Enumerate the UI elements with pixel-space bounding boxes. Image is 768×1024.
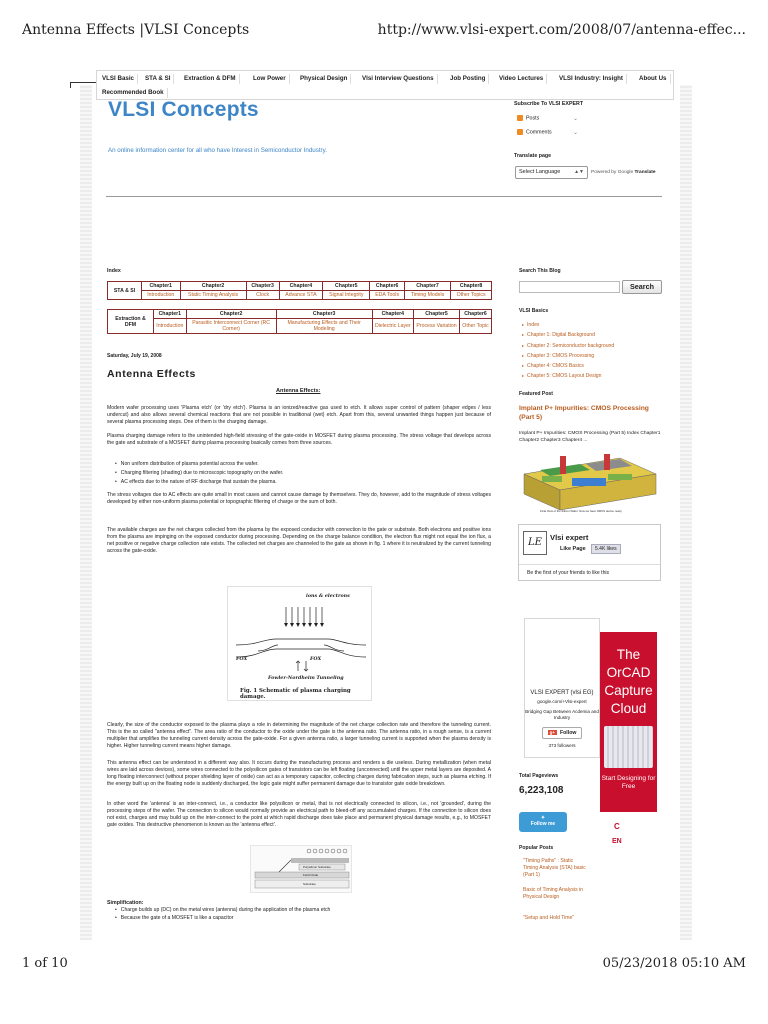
nav-extraction-dfm[interactable]: Extraction & DFM — [181, 74, 240, 84]
twitter-follow-button[interactable] — [519, 812, 567, 832]
ad-line: OrCAD — [606, 665, 651, 680]
ad-lower-panel — [600, 812, 657, 850]
index-header: Chapter7 — [404, 282, 450, 291]
plasma-schematic — [228, 587, 373, 687]
twitter-label: Follow me — [530, 821, 556, 827]
index-header: Chapter1 — [154, 310, 187, 319]
ad-line: Cloud — [610, 701, 647, 716]
select-arrow-icon: ▲▼ — [574, 169, 584, 175]
nav-video-lectures[interactable]: Video Lectures — [496, 74, 547, 84]
paragraph: Modern wafer processing uses 'Plasma etch' (or 'dry etch'). Plasma is an ionized/reactive gas used to etch. It allows super control of pattern (shaper edges / less undercut) and also allows several chemical reactions that are not possible in traditional (wet) etch. Apart from this, several unwanted things happen just because of several plasma processing steps. One of them is the charging damage. — [107, 405, 491, 425]
fb-friends-text: Be the first of your friends to like this — [519, 564, 660, 581]
index-link[interactable]: Timing Models — [404, 291, 450, 300]
chevron-down-icon[interactable]: ⌄ — [573, 130, 579, 136]
follow-button[interactable] — [542, 727, 583, 739]
page-shadow-right — [680, 85, 692, 940]
google-wordmark: Google — [617, 170, 634, 175]
index-header: Chapter2 — [186, 310, 276, 319]
simplification-list — [115, 907, 330, 922]
fig2-layer-label: Field Oxide — [303, 873, 319, 877]
nav-industry-insight[interactable]: VLSI Industry: Insight — [556, 74, 627, 84]
feed-posts[interactable] — [517, 115, 539, 121]
index-link[interactable]: Parasitic Interconnect Corner (RC Corner) — [186, 319, 276, 334]
gplus-page-name[interactable]: VLSI EXPERT (vlsi EG) — [530, 690, 594, 696]
post-subtitle: Antenna Effects: — [276, 388, 321, 394]
index-link[interactable]: Dielectric Layer — [372, 319, 413, 334]
followers-count: 373 followers — [548, 743, 576, 748]
follow-label: Follow — [559, 730, 577, 736]
index-link[interactable]: EDA Tools — [370, 291, 405, 300]
header-divider — [106, 196, 662, 197]
nav-recommended-book[interactable]: Recommended Book — [99, 88, 168, 98]
ad-line: The — [616, 647, 641, 662]
ad-fragment: EN — [612, 838, 622, 845]
index-header: Chapter5 — [323, 282, 370, 291]
print-page-url: http://www.vlsi-expert.com/2008/07/antenna-effec... — [377, 22, 746, 38]
nav-vlsi-basic[interactable]: VLSI Basic — [99, 74, 138, 84]
list-item[interactable]: ▸ Chapter 1: Digital Background — [522, 330, 614, 340]
antenna-layer-diagram — [251, 846, 351, 892]
chip-caption: Final View of the Silicon Wafer. Now we have NMOS device ready — [540, 509, 622, 513]
fig-label-fox-left: FOX — [236, 656, 248, 662]
index-header: Chapter3 — [276, 310, 372, 319]
page-shadow-left — [80, 85, 92, 940]
print-page-title: Antenna Effects |VLSI Concepts — [22, 22, 250, 38]
ad-board-image — [604, 726, 653, 768]
paragraph: This antenna effect can be understood in a different way also. It occurs during the manufacturing process and renders a die useless. During metallization (when metal wires are laid across devices), some wires connected to the polysilicon gates of transistors can be left floating (unconnected) until the upper metal layers are deposited. A long floating interconnect (without proper shielding layer of oxide) can act as a temporary capacitor, collecting charges during fabrication steps, such as plasma etching. If the energy built up on the floating node is suddenly discharged, the logic gate might suffer permanent damage due to transistor gate oxide breakdown. — [107, 760, 491, 787]
rss-icon — [517, 129, 523, 135]
list-item: • AC effects due to the nature of RF discharge that sustain the plasma. — [115, 478, 283, 487]
blog-title[interactable]: VLSI Concepts — [108, 98, 259, 121]
pageviews-count: 6,223,108 — [519, 785, 564, 796]
paragraph: Plasma charging damage refers to the unintended high-field stressing of the gate-oxide in MOSFET during plasma processing. The stress voltage that develops across the gate and substrate of a MOSFET during plasma processing basically comes from three sources. — [107, 433, 491, 446]
popular-post-link[interactable]: Basic of Timing Analysis in Physical Design — [523, 887, 584, 900]
fig2-layer-label: Polysilicon Substrate — [303, 865, 331, 869]
ad-line: Capture — [604, 683, 653, 698]
index-header: Chapter2 — [180, 282, 246, 291]
popular-posts-heading: Popular Posts — [519, 845, 554, 851]
list-item[interactable]: ▸ Chapter 4: CMOS Basics — [522, 361, 614, 371]
fb-page-name[interactable]: Vlsi expert — [550, 533, 589, 542]
top-navigation — [96, 70, 674, 100]
index-header: Chapter4 — [279, 282, 323, 291]
index-header: Chapter4 — [372, 310, 413, 319]
crop-mark-vertical — [70, 82, 71, 88]
index-row-label[interactable]: Extraction & DFM — [108, 310, 154, 334]
featured-post-title[interactable]: Implant P+ Impurities: CMOS Processing (Part 5) — [519, 405, 649, 421]
index-header: Chapter6 — [370, 282, 405, 291]
featured-post-excerpt: Implant P+ Impurities: CMOS Processing (Part 5) Index Chapter1 Chapter2 Chapter3 Chapter4 ... — [519, 431, 661, 443]
simplification-heading: Simplification: — [107, 900, 144, 906]
index-header: Chapter1 — [142, 282, 181, 291]
blog-tagline: An online information center for all who have Interest in Semiconductor Industry. — [108, 147, 327, 154]
index-header: Chapter5 — [414, 310, 460, 319]
list-item[interactable]: ▸ Chapter 2: Semiconductor background — [522, 341, 614, 351]
feed-posts-label: Posts — [526, 115, 540, 122]
index-header: Chapter3 — [246, 282, 279, 291]
search-button[interactable]: Search — [622, 280, 662, 294]
index-header: Chapter6 — [460, 310, 492, 319]
list-item: • Non uniform distribution of plasma potential across the wafer. — [115, 460, 283, 469]
fig-label-tunneling: Fowler-Nordheim Tunneling — [268, 675, 344, 681]
nav-about-us[interactable]: About Us — [636, 74, 671, 84]
pageviews-heading: Total Pageviews — [519, 773, 559, 779]
gplus-description: Bridging Gap Between Acdemia and Industry — [525, 709, 599, 720]
feed-comments[interactable] — [517, 129, 552, 135]
list-item[interactable]: ▸ Chapter 3: CMOS Processing — [522, 351, 614, 361]
list-item: • Charge builds up (DC) on the metal wires (antenna) during the application of the plasma etch — [115, 907, 330, 915]
page-counter: 1 of 10 — [22, 956, 68, 971]
paragraph: Clearly, the size of the conductor exposed to the plasma plays a role in determining the magnitude of the net charge collection rate and therefore the tunneling current. This is the so called "antenna effect". The area ratio of the conductor to the oxide under the gate is the antenna ratio. The antenna ratio, in a rough sense, is a current multiplier that amplifies the tunneling current density across the gate-oxide. For a given antenna ratio, a larger tunneling current is supported when the plasma density is higher. Higher tunneling current means higher damage. — [107, 722, 491, 749]
nav-physical-design[interactable]: Physical Design — [297, 74, 351, 84]
fig2-layer-label: Substrate — [303, 882, 316, 886]
index-link[interactable]: Other Topic — [460, 319, 492, 334]
paragraph: In other word the 'antenna' is an inter-connect, i.e., a conductor like polysilicon or metal, that is not electrically connected to silicon, i.e., not 'grounded', during the processing steps of the wafer. The connection to silicon would normally provide an electrical path to bleed-off any accumulated charges. If the connection to silicon does not exist, charges and may build up on the inter-connect to the point at which rapid discharge does take place and permanent physical damage results, e.g., to MOSFET gate oxides. This destructive phenomenon is known as the 'antenna effect'. — [107, 801, 491, 828]
index-header: Chapter8 — [451, 282, 492, 291]
popular-post-link[interactable]: "Setup and Hold Time" — [523, 915, 575, 921]
list-item: • Charging filtering (shading) due to microscopic topography on the wafer. — [115, 469, 283, 478]
gplus-url: google.com/+Vlsi-expert — [537, 699, 587, 704]
index-table-dfm — [107, 309, 492, 334]
search-input[interactable] — [519, 281, 620, 293]
ad-cta: Start Designing for Free — [601, 775, 656, 790]
bullet-list — [115, 460, 283, 487]
index-link[interactable]: Introduction — [154, 319, 187, 334]
nav-interview-questions[interactable]: Vlsi Interview Questions — [359, 74, 438, 84]
fig-label-fox-right: FOX — [310, 656, 322, 662]
featured-post-image[interactable] — [520, 454, 659, 516]
language-select-value: Select Language — [519, 169, 561, 175]
list-item: • Because the gate of a MOSFET is like a capacitor — [115, 915, 330, 923]
gplus-icon: g+ — [549, 730, 555, 735]
post-title[interactable]: Antenna Effects — [107, 368, 196, 380]
index-heading: Index — [107, 268, 121, 274]
chevron-down-icon[interactable]: ⌄ — [573, 116, 579, 122]
index-link[interactable]: Static Timing Analysis — [180, 291, 246, 300]
index-link[interactable]: Introduction — [142, 291, 181, 300]
likes-count: 5.4K likes — [591, 544, 621, 554]
figure-antenna-layers — [250, 845, 352, 893]
vlsi-basics-heading: VLSI Basics — [519, 308, 549, 314]
facebook-like-box — [518, 524, 661, 581]
nav-low-power[interactable]: Low Power — [250, 74, 290, 84]
fig-label-ions: ions & electrons — [306, 593, 350, 599]
feed-comments-label: Comments — [526, 129, 552, 136]
index-link[interactable]: Signal Integrity — [323, 291, 370, 300]
translate-link: Translate — [634, 170, 656, 175]
language-select[interactable] — [515, 166, 588, 179]
index-table-sta — [107, 281, 492, 300]
ad-fragment: C — [614, 822, 620, 831]
paragraph: The stress voltages due to AC effects are quite small in most cases and cannot cause damage by themselves. They do, however, add to the magnitude of stress voltages developed by either non-uniform plasma potential or topographic filtering of charge or the sum of both. — [107, 492, 491, 505]
orcad-advertisement[interactable] — [600, 632, 657, 850]
nav-sta-si[interactable]: STA & SI — [142, 74, 174, 84]
post-date: Saturday, July 19, 2008 — [107, 353, 162, 359]
crop-mark — [70, 82, 98, 83]
vlsi-expert-logo[interactable]: LE — [523, 531, 547, 555]
index-link[interactable]: Advance STA — [279, 291, 323, 300]
subscribe-heading: Subscribe To VLSI EXPERT — [514, 101, 584, 107]
translate-heading: Translate page — [514, 153, 552, 159]
nav-job-posting[interactable]: Job Posting — [447, 74, 489, 84]
google-plus-badge — [524, 618, 600, 758]
figure-caption: Fig. 1 Schematic of plasma charging damage. — [240, 688, 351, 700]
figure-plasma-charging — [227, 586, 372, 701]
print-header — [22, 22, 746, 42]
index-link[interactable]: Clock — [246, 291, 279, 300]
index-row-label[interactable]: STA & SI — [108, 282, 142, 300]
search-heading: Search This Blog — [519, 268, 561, 274]
popular-post-link[interactable]: "Timing Paths" : Static Timing Analysis (STA) basic (Part 1) — [523, 858, 586, 878]
list-item[interactable]: ▸ Index — [522, 320, 614, 330]
index-link[interactable]: Other Topics — [451, 291, 492, 300]
powered-by-label: Powered by — [591, 170, 617, 175]
rss-icon — [517, 115, 523, 121]
twitter-bird-icon: ✦ — [540, 815, 546, 821]
like-page-button[interactable]: Like Page — [560, 546, 586, 552]
paragraph: The available charges are the net charges collected from the plasma by the exposed conductor with connection to the gate or substrate. Both electrons and positive ions from the plasma are impinging on the exposed conductor during processing. Depending on the charge balance condition, the electron flux might not equal the ion flux, a net positive or negative charge collection rate exists. The collected net charges are channeled to the gate as shown in fig. 1 where it is neutralized by the current tunneling across the gate-oxide. — [107, 527, 491, 554]
print-timestamp: 05/23/2018 05:10 AM — [602, 956, 746, 971]
cmos-chip-illustration — [520, 454, 659, 516]
vlsi-basics-list — [522, 320, 614, 382]
powered-by-google[interactable] — [591, 170, 656, 175]
index-link[interactable]: Process Variation — [414, 319, 460, 334]
index-link[interactable]: Manufacturing Effects and Their Modeling — [276, 319, 372, 334]
featured-heading: Featured Post — [519, 391, 553, 397]
list-item[interactable]: ▸ Chapter 5: CMOS Layout Design — [522, 371, 614, 381]
